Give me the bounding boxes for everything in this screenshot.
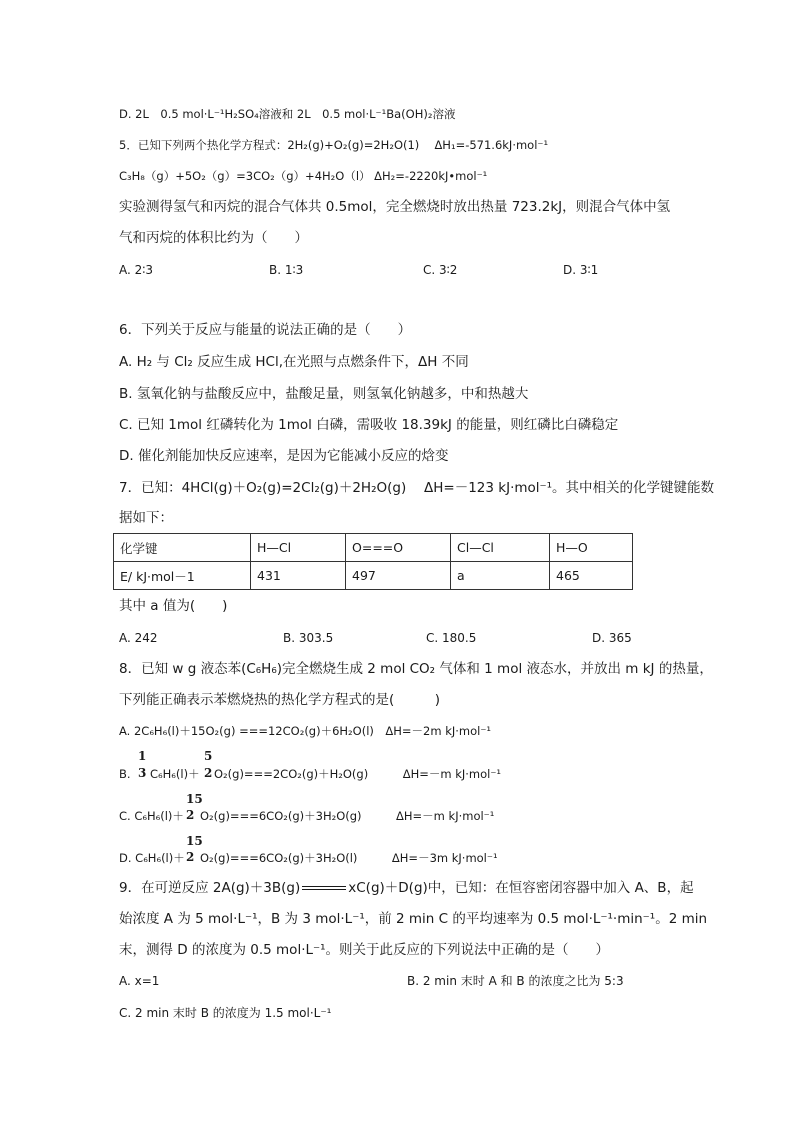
question-6-option-b: B. 氢氧化钠与盐酸反应中，盐酸足量，则氢氧化钠越多，中和热越大 xyxy=(119,386,529,402)
question-9-option-c: C. 2 min 末时 B 的浓度为 1.5 mol·L⁻¹ xyxy=(119,1006,332,1020)
question-8-line-2: 下列能正确表示苯燃烧热的热化学方程式的是( ) xyxy=(119,692,441,708)
table-cell: O===O xyxy=(346,534,451,562)
question-9-products: xC(g)＋D(g)中，已知：在恒容密闭容器中加入 A、B，起 xyxy=(348,880,694,896)
question-9-option-a: A. x=1 xyxy=(119,974,160,988)
question-5-option-c: C. 3∶2 xyxy=(423,263,458,277)
question-7-option-b: B. 303.5 xyxy=(283,631,334,645)
question-5-option-b: B. 1∶3 xyxy=(269,263,304,277)
question-7-option-d: D. 365 xyxy=(592,631,632,645)
table-cell: 465 xyxy=(550,562,633,590)
question-7: 7．已知：4HCl(g)＋O₂(g)=2Cl₂(g)＋2H₂O(g) ΔH=－123 kJ·mol⁻¹。其中相关的化学键键能数 xyxy=(119,480,715,496)
fraction-denominator: 3 xyxy=(138,766,147,780)
question-6: 6．下列关于反应与能量的说法正确的是（ ） xyxy=(119,322,412,338)
question-5: 5．已知下列两个热化学方程式：2H₂(g)+O₂(g)=2H₂O(1) ΔH₁=-571.6kJ·mol⁻¹ xyxy=(119,138,549,152)
table-cell: a xyxy=(451,562,550,590)
question-5-text-2: 气和丙烷的体积比约为（ ） xyxy=(119,230,308,246)
question-8-option-c-label: C. C₆H₆(l)＋ xyxy=(119,809,184,823)
question-7-prompt: 其中 a 值为( ) xyxy=(119,598,228,614)
fraction-numerator: 5 xyxy=(204,749,213,763)
question-9-reactants: 9．在可逆反应 2A(g)＋3B(g) xyxy=(119,880,301,896)
question-5-option-a: A. 2∶3 xyxy=(119,263,154,277)
question-6-option-a: A. H₂ 与 Cl₂ 反应生成 HCl,在光照与点燃条件下，ΔH 不同 xyxy=(119,354,469,370)
question-9-line-2: 始浓度 A 为 5 mol·L⁻¹，B 为 3 mol·L⁻¹，前 2 min C 的平均速率为 0.5 mol·L⁻¹·min⁻¹。2 min xyxy=(119,911,708,927)
fraction-denominator: 2 xyxy=(186,850,195,864)
question-9-line-3: 末，测得 D 的浓度为 0.5 mol·L⁻¹。则关于此反应的下列说法中正确的是（ ） xyxy=(119,942,610,958)
question-8-option-d-label: D. C₆H₆(l)＋ xyxy=(119,851,185,865)
table-row xyxy=(114,562,633,590)
question-8-option-a: A. 2C₆H₆(l)＋15O₂(g) ===12CO₂(g)＋6H₂O(l) ΔH=－2m kJ·mol⁻¹ xyxy=(119,724,492,738)
question-7-line-2: 据如下： xyxy=(119,510,173,526)
table-cell: H—O xyxy=(550,534,633,562)
question-9-option-b: B. 2 min 末时 A 和 B 的浓度之比为 5:3 xyxy=(407,974,624,988)
question-8-option-c-equation: O₂(g)===6CO₂(g)＋3H₂O(g) ΔH=－m kJ·mol⁻¹ xyxy=(200,809,495,823)
question-8-option-b-formula: C₆H₆(l)＋ xyxy=(150,767,200,781)
question-6-option-c: C. 已知 1mol 红磷转化为 1mol 白磷，需吸收 18.39kJ 的能量，则红磷比白磷稳定 xyxy=(119,417,619,433)
question-5-text-1: 实验测得氢气和丙烷的混合气体共 0.5mol，完全燃烧时放出热量 723.2kJ，则混合气体中氢 xyxy=(119,199,671,215)
fraction-numerator: 15 xyxy=(186,834,203,848)
question-8-option-b-equation: O₂(g)===2CO₂(g)＋H₂O(g) ΔH=－m kJ·mol⁻¹ xyxy=(214,767,502,781)
reversible-arrow-icon xyxy=(302,884,346,892)
question-7-option-c: C. 180.5 xyxy=(426,631,477,645)
table-cell: Cl—Cl xyxy=(451,534,550,562)
fraction-denominator: 2 xyxy=(186,808,195,822)
table-cell: E/ kJ·mol－1 xyxy=(114,562,251,590)
table-cell: 431 xyxy=(251,562,346,590)
table-cell: 497 xyxy=(346,562,451,590)
question-8-option-d-equation: O₂(g)===6CO₂(g)＋3H₂O(l) ΔH=－3m kJ·mol⁻¹ xyxy=(200,851,498,865)
table-cell: 化学键 xyxy=(114,534,251,562)
fraction-numerator: 1 xyxy=(138,749,147,763)
question-5-option-d: D. 3∶1 xyxy=(563,263,599,277)
question-5-equation-2: C₃H₈（g）+5O₂（g）=3CO₂（g）+4H₂O（l） ΔH₂=-2220kJ•mol⁻¹ xyxy=(119,169,488,183)
question-8-option-b-label: B. xyxy=(119,767,131,781)
question-6-option-d: D. 催化剂能加快反应速率，是因为它能减小反应的焓变 xyxy=(119,448,449,464)
fraction-numerator: 15 xyxy=(186,792,203,806)
question-7-option-a: A. 242 xyxy=(119,631,158,645)
fraction-denominator: 2 xyxy=(204,766,213,780)
bond-energy-table xyxy=(113,533,633,590)
option-d-line: D. 2L 0.5 mol·L⁻¹H₂SO₄溶液和 2L 0.5 mol·L⁻¹Ba(OH)₂溶液 xyxy=(119,107,456,121)
question-9 xyxy=(119,880,694,896)
question-8: 8．已知 w g 液态苯(C₆H₆)完全燃烧生成 2 mol CO₂ 气体和 1 mol 液态水，并放出 m kJ 的热量， xyxy=(119,661,713,677)
table-cell: H—Cl xyxy=(251,534,346,562)
table-header-row xyxy=(114,534,633,562)
